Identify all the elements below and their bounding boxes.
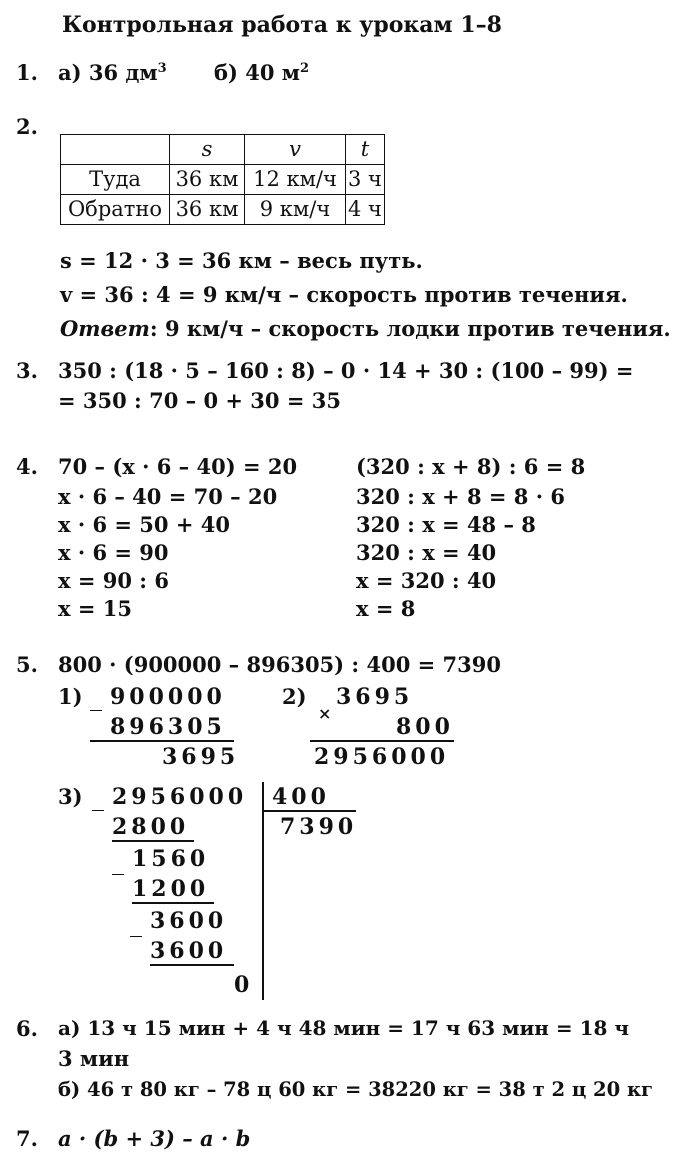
equation-line: x · 6 – 40 = 70 – 20 (58, 484, 278, 509)
table-cell (61, 135, 170, 165)
equation-line: 70 – (x · 6 – 40) = 20 (58, 454, 298, 479)
rule-line (112, 840, 194, 842)
column-result: 3695 (162, 744, 240, 770)
problem-number: 2. (16, 114, 38, 139)
minus-sign (130, 936, 142, 937)
rule-line (90, 740, 234, 742)
table-cell: v (245, 135, 346, 165)
column-number: 800 (396, 714, 454, 740)
solution-line: s = 12 · 3 = 36 км – весь путь. (60, 248, 423, 273)
solution-line: v = 36 : 4 = 9 км/ч – скорость против течения. (60, 282, 628, 307)
problem-number: 3. (16, 358, 38, 383)
equation-line: 320 : x = 40 (356, 540, 497, 565)
motion-table (60, 134, 385, 225)
table-cell: t (346, 135, 385, 165)
multiply-sign: × (318, 704, 332, 723)
table-cell: s (170, 135, 245, 165)
division-row: 3600 (150, 938, 228, 964)
rule-line (262, 810, 356, 812)
division-remainder: 0 (234, 972, 254, 998)
column-number: 896305 (110, 714, 226, 740)
problem-number: 5. (16, 652, 38, 677)
expression-line: = 350 : 70 – 0 + 30 = 35 (58, 388, 341, 413)
table-cell: Обратно (61, 195, 170, 225)
dividend: 2956000 (112, 784, 248, 810)
problem-number: 4. (16, 454, 38, 479)
table-cell: 12 км/ч (245, 165, 346, 195)
minus-sign (92, 810, 104, 811)
divisor: 400 (272, 784, 330, 810)
equation-line: x = 8 (356, 596, 416, 621)
quotient: 7390 (280, 814, 358, 840)
table-cell: 9 км/ч (245, 195, 346, 225)
step-label: 2) (282, 684, 307, 709)
table-header-row (61, 135, 385, 165)
solution-line: 3 мин (58, 1046, 130, 1071)
rule-line (132, 902, 214, 904)
equation-line: (320 : x + 8) : 6 = 8 (356, 454, 586, 479)
solution-line: б) 46 т 80 кг – 78 ц 60 кг = 38220 кг = 38 т 2 ц 20 кг (58, 1078, 653, 1101)
answer-line: Ответ: 9 км/ч – скорость лодки против течения. (60, 316, 671, 341)
table-cell: 36 км (170, 165, 245, 195)
table-cell: 36 км (170, 195, 245, 225)
equation-line: x · 6 = 50 + 40 (58, 512, 230, 537)
problem-number: 1. (16, 60, 38, 85)
problem-number: 7. (16, 1126, 38, 1151)
division-row: 2800 (112, 814, 190, 840)
page-title: Контрольная работа к урокам 1–8 (62, 12, 502, 38)
expression-line: 350 : (18 · 5 – 160 : 8) – 0 · 14 + 30 : (100 – 99) = (58, 358, 634, 383)
division-bar (262, 782, 264, 1000)
minus-sign (112, 874, 124, 875)
column-number: 3695 (336, 684, 414, 710)
table-cell: Туда (61, 165, 170, 195)
step-label: 3) (58, 784, 83, 809)
rule-line (310, 740, 454, 742)
minus-sign (90, 710, 102, 711)
expression-line: a · (b + 3) – a · b (58, 1126, 251, 1151)
solution-line: а) 13 ч 15 мин + 4 ч 48 мин = 17 ч 63 мин = 18 ч (58, 1016, 630, 1040)
equation-line: x · 6 = 90 (58, 540, 169, 565)
division-row: 1560 (132, 846, 210, 872)
division-row: 1200 (132, 876, 210, 902)
equation-line: 320 : x = 48 – 8 (356, 512, 536, 537)
division-row: 3600 (150, 908, 228, 934)
problem-1a: а) 36 $дм^3$ (58, 60, 167, 85)
step-label: 1) (58, 684, 83, 709)
problem-1b: б) 40 $м^2$ (214, 60, 310, 85)
problem-number: 6. (16, 1016, 38, 1041)
column-result: 2956000 (314, 744, 450, 770)
equation-line: x = 90 : 6 (58, 568, 169, 593)
equation-line: x = 15 (58, 596, 132, 621)
equation-line: x = 320 : 40 (356, 568, 497, 593)
table-row (61, 195, 385, 225)
equation-line: 320 : x + 8 = 8 · 6 (356, 484, 565, 509)
expression-line: 800 · (900000 – 896305) : 400 = 7390 (58, 652, 501, 677)
column-number: 900000 (110, 684, 226, 710)
rule-line (150, 964, 234, 966)
table-cell: 3 ч (346, 165, 385, 195)
table-cell: 4 ч (346, 195, 385, 225)
table-row (61, 165, 385, 195)
